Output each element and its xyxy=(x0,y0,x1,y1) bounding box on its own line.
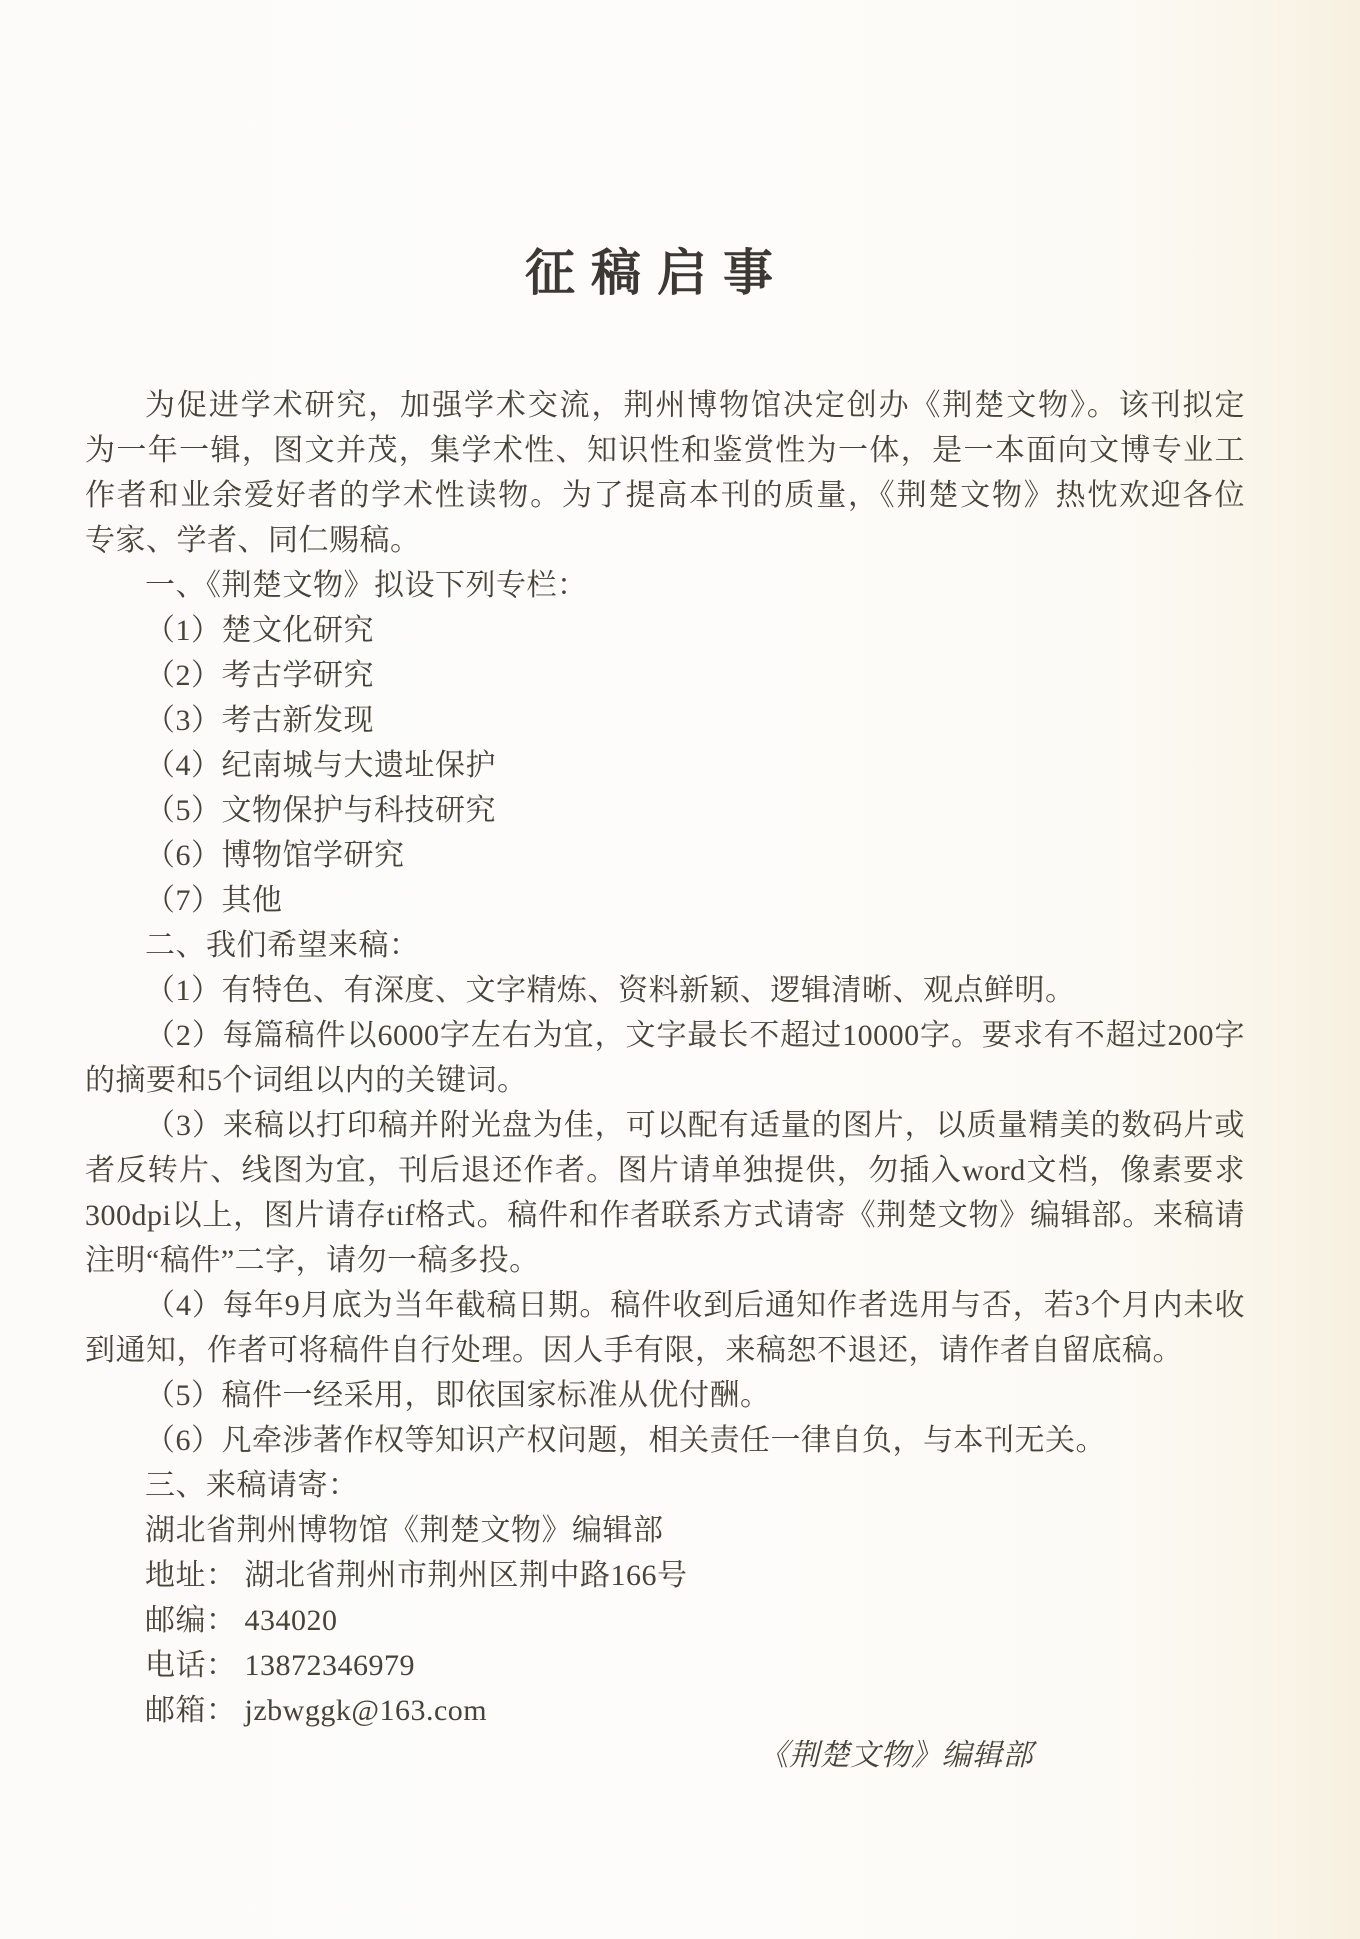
postcode-line: 邮编： 434020 xyxy=(145,1604,338,1637)
document-body xyxy=(85,383,1245,1778)
page-title: 征稿启事 xyxy=(525,245,789,301)
list-item: （1）有特色、有深度、文字精炼、资料新颖、逻辑清晰、观点鲜明。 xyxy=(145,974,1076,1007)
address-line: 地址： 湖北省荆州市荆州区荆中路166号 xyxy=(145,1559,688,1592)
list-item: （2）每篇稿件以6000字左右为宜，文字最长不超过10000字。要求有不超过200字 xyxy=(145,1019,1245,1052)
section-heading-3: 三、来稿请寄： xyxy=(145,1469,359,1502)
paragraph-line: 作者和业余爱好者的学术性读物。为了提高本刊的质量，《荆楚文物》热忱欢迎各位 xyxy=(85,479,1245,512)
mailing-address-line: 湖北省荆州博物馆《荆楚文物》编辑部 xyxy=(145,1514,664,1547)
paragraph-line: 300dpi以上，图片请存tif格式。稿件和作者联系方式请寄《荆楚文物》编辑部。来稿请 xyxy=(85,1199,1245,1232)
list-item: （4）纪南城与大遗址保护 xyxy=(145,749,496,782)
email-line: 邮箱： jzbwggk@163.com xyxy=(145,1694,488,1727)
paragraph-line: 的摘要和5个词组以内的关键词。 xyxy=(85,1064,528,1097)
list-item: （5）文物保护与科技研究 xyxy=(145,794,496,827)
paragraph-line: 者反转片、线图为宜，刊后退还作者。图片请单独提供，勿插入word文档，像素要求 xyxy=(85,1154,1245,1187)
list-item: （6）凡牵涉著作权等知识产权问题，相关责任一律自负，与本刊无关。 xyxy=(145,1424,1106,1457)
signature: 《荆楚文物》编辑部 xyxy=(758,1739,1033,1772)
paragraph-line: 为一年一辑，图文并茂，集学术性、知识性和鉴赏性为一体，是一本面向文博专业工 xyxy=(85,434,1245,467)
paragraph-line: 为促进学术研究，加强学术交流，荆州博物馆决定创办《荆楚文物》。该刊拟定 xyxy=(145,389,1245,422)
paragraph-line: 专家、学者、同仁赐稿。 xyxy=(85,524,421,557)
list-item: （1）楚文化研究 xyxy=(145,614,374,647)
list-item: （4）每年9月底为当年截稿日期。稿件收到后通知作者选用与否，若3个月内未收 xyxy=(145,1289,1245,1322)
section-heading-1: 一、《荆楚文物》拟设下列专栏： xyxy=(145,569,588,602)
list-item: （3）来稿以打印稿并附光盘为佳，可以配有适量的图片，以质量精美的数码片或 xyxy=(145,1109,1245,1142)
section-heading-2: 二、我们希望来稿： xyxy=(145,929,420,962)
list-item: （6）博物馆学研究 xyxy=(145,839,405,872)
list-item: （7）其他 xyxy=(145,884,283,917)
phone-line: 电话： 13872346979 xyxy=(145,1649,415,1682)
paragraph-line: 注明“稿件”二字，请勿一稿多投。 xyxy=(85,1244,540,1277)
list-item: （2）考古学研究 xyxy=(145,659,374,692)
list-item: （3）考古新发现 xyxy=(145,704,374,737)
paragraph-line: 到通知，作者可将稿件自行处理。因人手有限，来稿恕不退还，请作者自留底稿。 xyxy=(85,1334,1183,1367)
list-item: （5）稿件一经采用，即依国家标准从优付酬。 xyxy=(145,1379,771,1412)
